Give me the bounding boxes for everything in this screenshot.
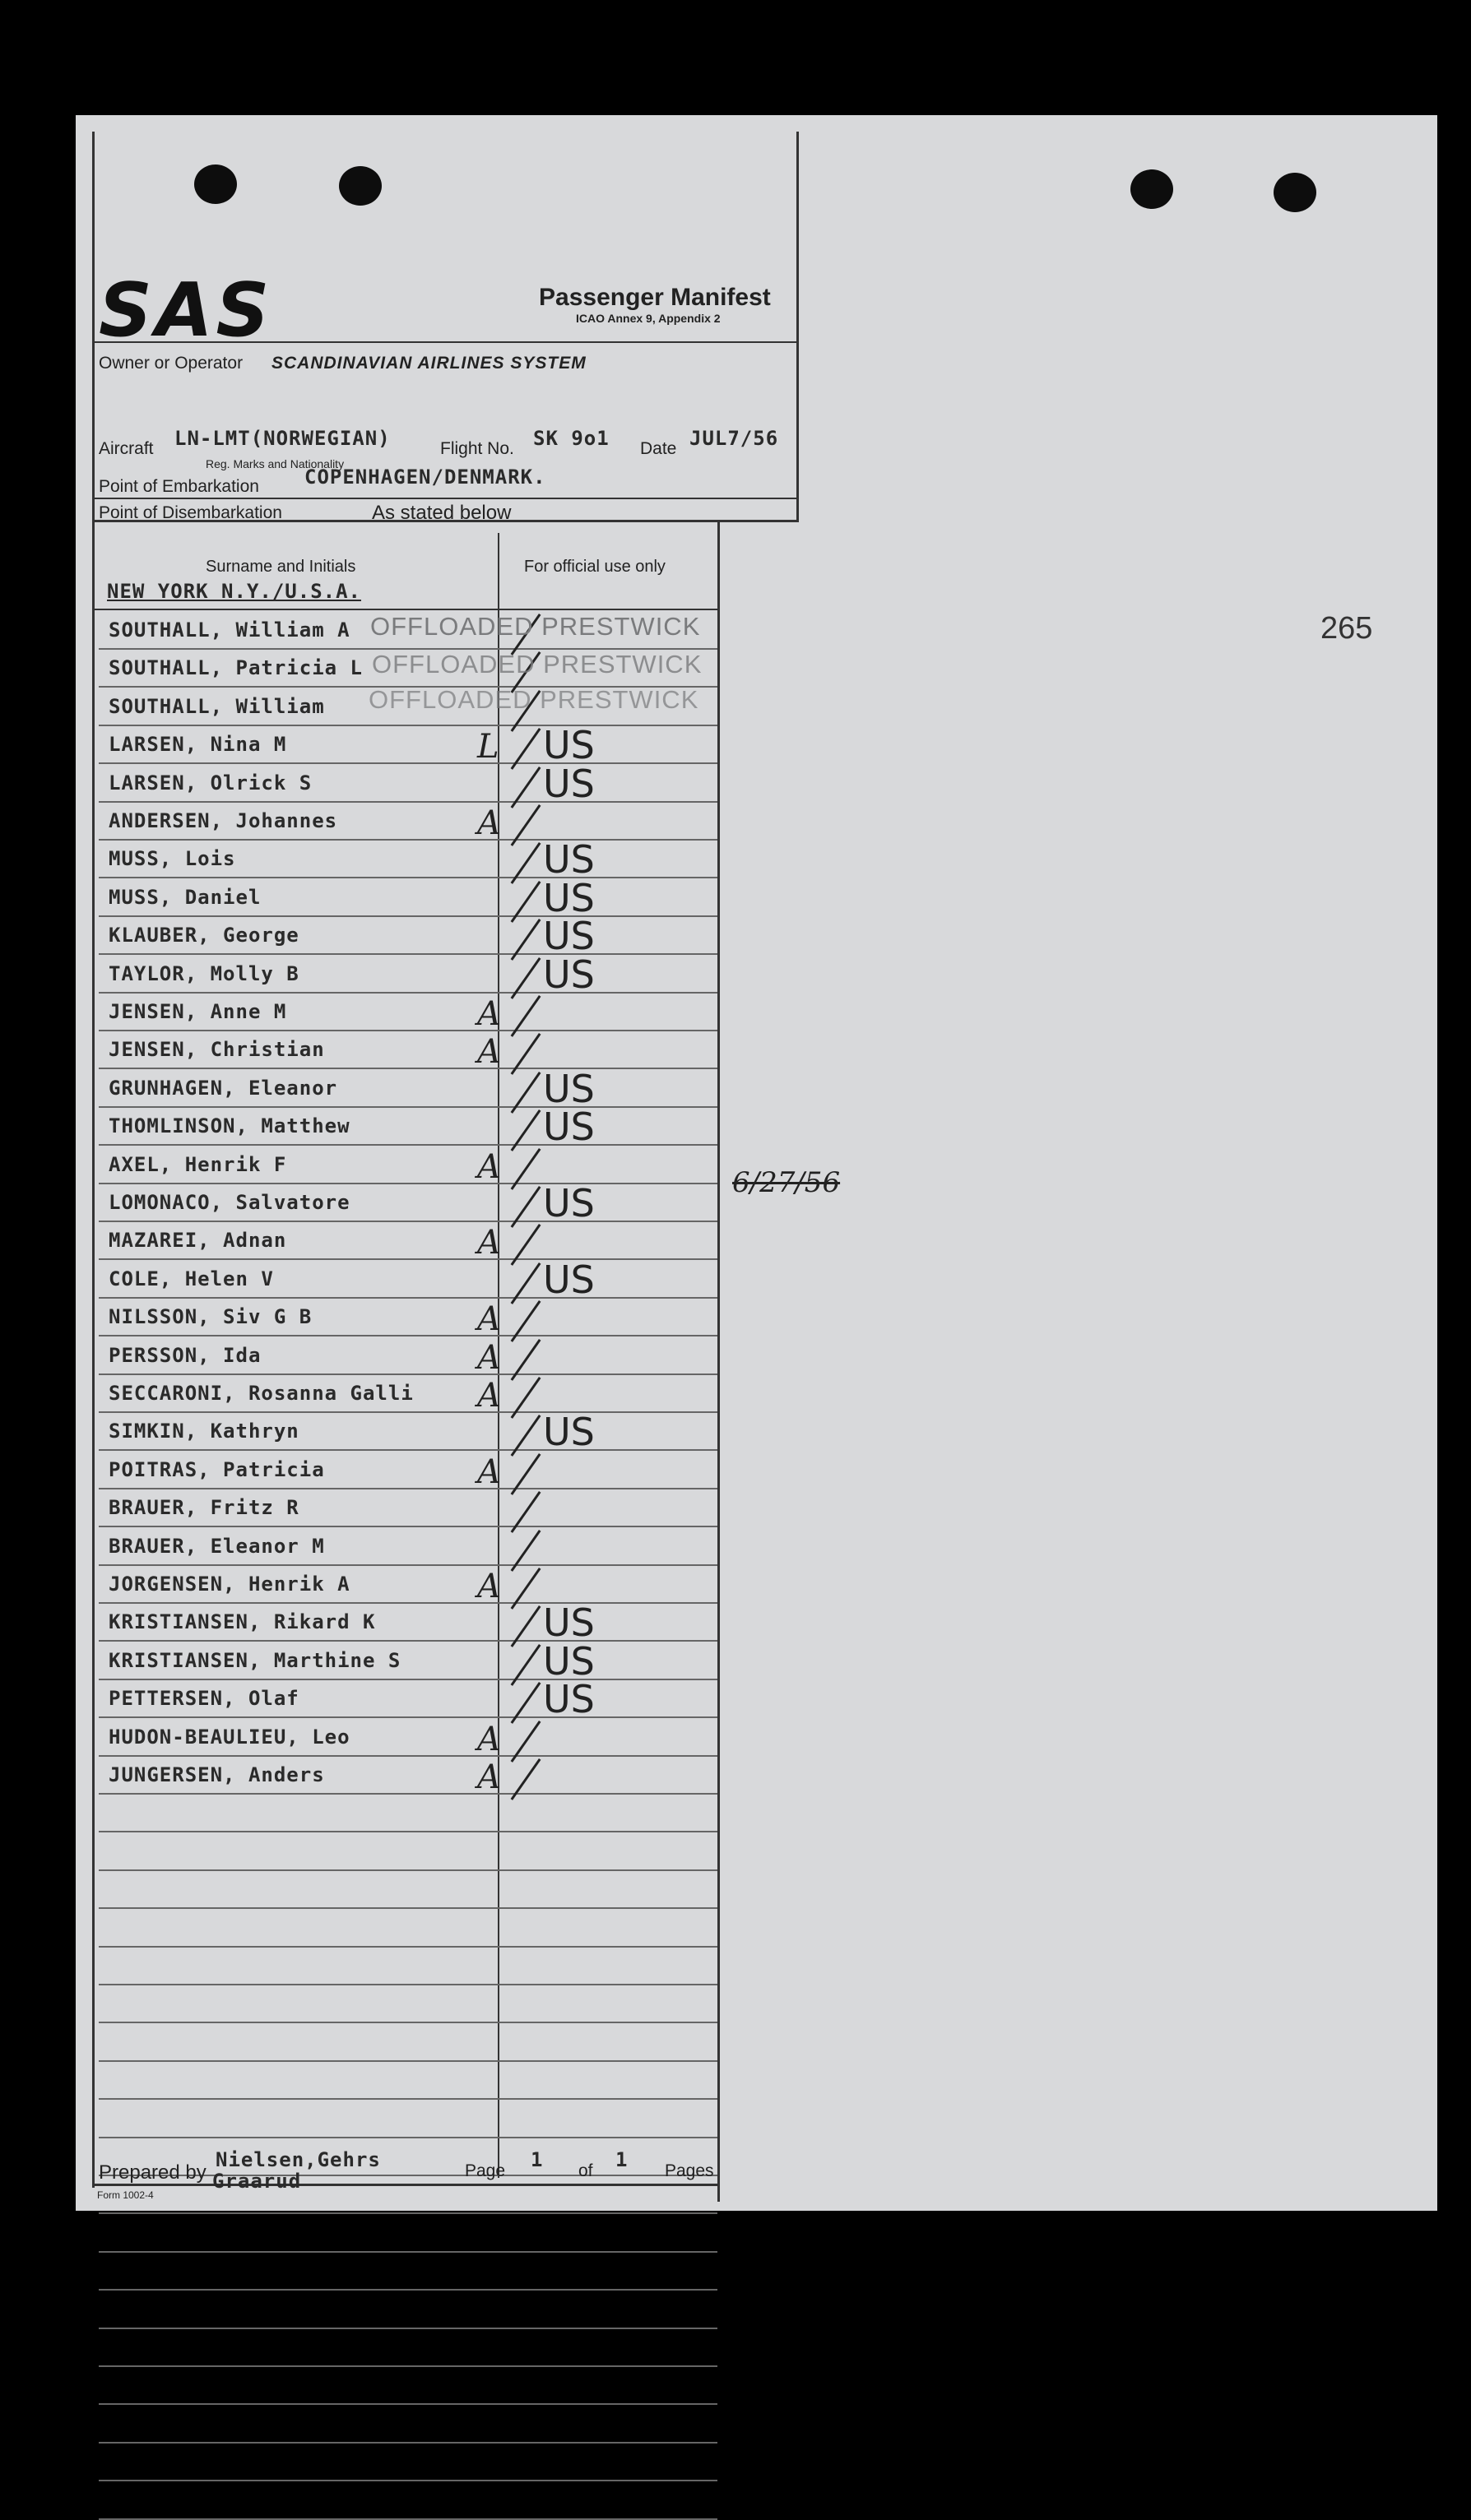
disembark-value: As stated below bbox=[372, 502, 512, 524]
manifest-subtitle: ICAO Annex 9, Appendix 2 bbox=[576, 312, 721, 325]
hand-mark: A bbox=[477, 1568, 501, 1605]
prepared-label: Prepared by bbox=[99, 2161, 206, 2184]
hand-status: US bbox=[543, 1181, 595, 1225]
row-divider bbox=[99, 1221, 717, 1222]
passenger-name: SIMKIN, Kathryn bbox=[109, 1420, 299, 1443]
row-divider bbox=[99, 762, 717, 764]
passenger-name: ANDERSEN, Johannes bbox=[109, 809, 338, 832]
passenger-name: HUDON-BEAULIEU, Leo bbox=[109, 1726, 350, 1749]
row-divider bbox=[99, 1602, 717, 1604]
passenger-name: SOUTHALL, William A bbox=[109, 618, 350, 642]
destination: NEW YORK N.Y./U.S.A. bbox=[107, 580, 361, 603]
passenger-name: LOMONACO, Salvatore bbox=[109, 1191, 350, 1214]
hand-mark: A bbox=[477, 1377, 501, 1415]
row-divider bbox=[99, 801, 717, 803]
row-divider bbox=[99, 2251, 717, 2253]
row-divider bbox=[99, 1640, 717, 1642]
hand-mark: A bbox=[477, 1453, 501, 1491]
hand-mark: A bbox=[477, 1300, 501, 1338]
table-header-divider bbox=[95, 609, 717, 610]
row-divider bbox=[99, 992, 717, 994]
aircraft-value: LN-LMT(NORWEGIAN) bbox=[174, 427, 391, 450]
punch-hole bbox=[1130, 169, 1173, 209]
row-divider bbox=[99, 1144, 717, 1146]
row-divider bbox=[99, 953, 717, 955]
passenger-name: SOUTHALL, Patricia L bbox=[109, 656, 363, 679]
passenger-name: JORGENSEN, Henrik A bbox=[109, 1573, 350, 1596]
disembark-label: Point of Disembarkation bbox=[99, 503, 282, 522]
hand-mark: A bbox=[477, 1224, 501, 1262]
of-value: 1 bbox=[615, 2148, 629, 2171]
hand-mark: A bbox=[477, 1148, 501, 1186]
row-divider bbox=[99, 1679, 717, 1680]
row-divider bbox=[99, 1984, 717, 1985]
passenger-name: BRAUER, Eleanor M bbox=[109, 1535, 325, 1558]
col-official-label: For official use only bbox=[524, 558, 666, 576]
embark-label: Point of Embarkation bbox=[99, 477, 259, 496]
offloaded-stamp: OFFLOADED PRESTWICK bbox=[369, 685, 699, 714]
passenger-name: THOMLINSON, Matthew bbox=[109, 1114, 350, 1137]
passenger-name: LARSEN, Olrick S bbox=[109, 771, 313, 794]
page-label: Page bbox=[465, 2161, 506, 2180]
passenger-name: AXEL, Henrik F bbox=[109, 1153, 287, 1176]
row-divider bbox=[99, 1183, 717, 1184]
form-border-top-right bbox=[796, 132, 799, 522]
passenger-name: BRAUER, Fritz R bbox=[109, 1496, 299, 1519]
passenger-name: LARSEN, Nina M bbox=[109, 733, 287, 756]
row-divider bbox=[99, 725, 717, 726]
row-divider bbox=[99, 2137, 717, 2138]
row-divider bbox=[99, 2212, 717, 2214]
reg-label: Reg. Marks and Nationality bbox=[206, 457, 345, 470]
passenger-name: MAZAREI, Adnan bbox=[109, 1229, 287, 1252]
passenger-name: KRISTIANSEN, Marthine S bbox=[109, 1649, 401, 1672]
aircraft-label: Aircraft bbox=[99, 439, 154, 458]
offloaded-stamp: OFFLOADED PRESTWICK bbox=[370, 612, 701, 641]
passenger-name: COLE, Helen V bbox=[109, 1267, 274, 1290]
row-divider bbox=[99, 915, 717, 917]
row-divider bbox=[99, 1907, 717, 1909]
form-border-left bbox=[92, 132, 95, 2188]
passenger-name: MUSS, Daniel bbox=[109, 886, 262, 909]
passenger-name: JENSEN, Christian bbox=[109, 1038, 325, 1061]
flight-label: Flight No. bbox=[440, 439, 514, 458]
prepared-value-2: Graarud bbox=[212, 2170, 302, 2193]
row-divider bbox=[99, 2060, 717, 2062]
row-divider bbox=[99, 1449, 717, 1451]
row-divider bbox=[99, 1488, 717, 1489]
row-divider bbox=[99, 1373, 717, 1375]
passenger-name: JUNGERSEN, Anders bbox=[109, 1763, 325, 1786]
passenger-name: TAYLOR, Molly B bbox=[109, 962, 299, 985]
hand-status: US bbox=[543, 1258, 595, 1302]
passenger-name: SECCARONI, Rosanna Galli bbox=[109, 1382, 414, 1405]
hand-mark: A bbox=[477, 1339, 501, 1377]
manifest-title: Passenger Manifest bbox=[539, 284, 771, 311]
hand-mark: A bbox=[477, 1758, 501, 1796]
row-divider bbox=[99, 1716, 717, 1718]
hand-status: US bbox=[543, 1600, 595, 1645]
hand-status: US bbox=[543, 876, 595, 920]
punch-hole bbox=[194, 164, 237, 204]
punch-hole bbox=[339, 166, 382, 206]
row-divider bbox=[99, 1030, 717, 1031]
of-label: of bbox=[578, 2161, 593, 2180]
passenger-name: MUSS, Lois bbox=[109, 847, 236, 870]
hand-status: US bbox=[543, 723, 595, 767]
hand-status: US bbox=[543, 1105, 595, 1149]
row-divider bbox=[99, 2442, 717, 2444]
row-divider bbox=[99, 2480, 717, 2481]
row-divider bbox=[99, 1946, 717, 1948]
row-divider bbox=[99, 877, 717, 878]
passenger-name: PETTERSEN, Olaf bbox=[109, 1687, 299, 1710]
passenger-name: PERSSON, Ida bbox=[109, 1344, 262, 1367]
punch-hole bbox=[1274, 173, 1316, 212]
row-divider bbox=[99, 2403, 717, 2405]
row-divider bbox=[99, 1297, 717, 1299]
offloaded-stamp: OFFLOADED PRESTWICK bbox=[372, 650, 703, 679]
row-divider bbox=[99, 1564, 717, 1566]
hand-mark: L bbox=[477, 728, 499, 766]
hand-mark: A bbox=[477, 1033, 501, 1071]
row-divider bbox=[99, 1869, 717, 1871]
pages-label: Pages bbox=[665, 2161, 714, 2180]
col-name-label: Surname and Initials bbox=[206, 558, 356, 576]
passenger-name: SOUTHALL, William bbox=[109, 695, 325, 718]
embark-value: COPENHAGEN/DENMARK. bbox=[304, 466, 546, 489]
row-divider bbox=[99, 2098, 717, 2100]
row-divider bbox=[99, 2022, 717, 2023]
passenger-name: KLAUBER, George bbox=[109, 924, 299, 947]
flight-value: SK 9o1 bbox=[533, 427, 610, 450]
row-divider bbox=[99, 1106, 717, 1108]
row-divider bbox=[99, 2289, 717, 2291]
page-value: 1 bbox=[531, 2148, 544, 2171]
hand-mark: A bbox=[477, 1721, 501, 1758]
passenger-name: NILSSON, Siv G B bbox=[109, 1305, 313, 1328]
hand-status: US bbox=[543, 1639, 595, 1684]
owner-value: SCANDINAVIAN AIRLINES SYSTEM bbox=[271, 354, 587, 373]
form-aircraft-divider bbox=[95, 498, 796, 499]
row-divider bbox=[99, 1793, 717, 1795]
sas-logo: SAS bbox=[99, 267, 273, 354]
form-code: Form 1002-4 bbox=[97, 2189, 154, 2201]
hand-status: US bbox=[543, 837, 595, 882]
hand-status: US bbox=[543, 1410, 595, 1454]
hand-status: US bbox=[543, 1677, 595, 1721]
date-value: JUL7/56 bbox=[689, 427, 779, 450]
passenger-name: POITRAS, Patricia bbox=[109, 1458, 325, 1481]
passenger-name: KRISTIANSEN, Rikard K bbox=[109, 1610, 376, 1633]
row-divider bbox=[99, 1755, 717, 1757]
margin-note: 6/27/56 bbox=[732, 1166, 841, 1199]
table-right-border bbox=[717, 520, 720, 2202]
row-divider bbox=[99, 1526, 717, 1527]
hand-status: US bbox=[543, 762, 595, 806]
row-divider bbox=[99, 1411, 717, 1413]
passenger-name: JENSEN, Anne M bbox=[109, 1000, 287, 1023]
hand-mark: A bbox=[477, 995, 501, 1033]
row-divider bbox=[99, 2328, 717, 2329]
hand-status: US bbox=[543, 1067, 595, 1111]
row-divider bbox=[99, 1831, 717, 1832]
passenger-name: GRUNHAGEN, Eleanor bbox=[109, 1077, 338, 1100]
hand-status: US bbox=[543, 914, 595, 958]
row-divider bbox=[99, 1335, 717, 1336]
page-number: 265 bbox=[1320, 611, 1373, 646]
owner-label: Owner or Operator bbox=[99, 354, 244, 373]
hand-mark: A bbox=[477, 804, 501, 842]
row-divider bbox=[99, 2365, 717, 2367]
date-label: Date bbox=[640, 439, 677, 458]
hand-status: US bbox=[543, 952, 595, 997]
prepared-value-1: Nielsen,Gehrs bbox=[216, 2148, 381, 2171]
row-divider bbox=[99, 1068, 717, 1069]
row-divider bbox=[99, 839, 717, 841]
row-divider bbox=[99, 1258, 717, 1260]
